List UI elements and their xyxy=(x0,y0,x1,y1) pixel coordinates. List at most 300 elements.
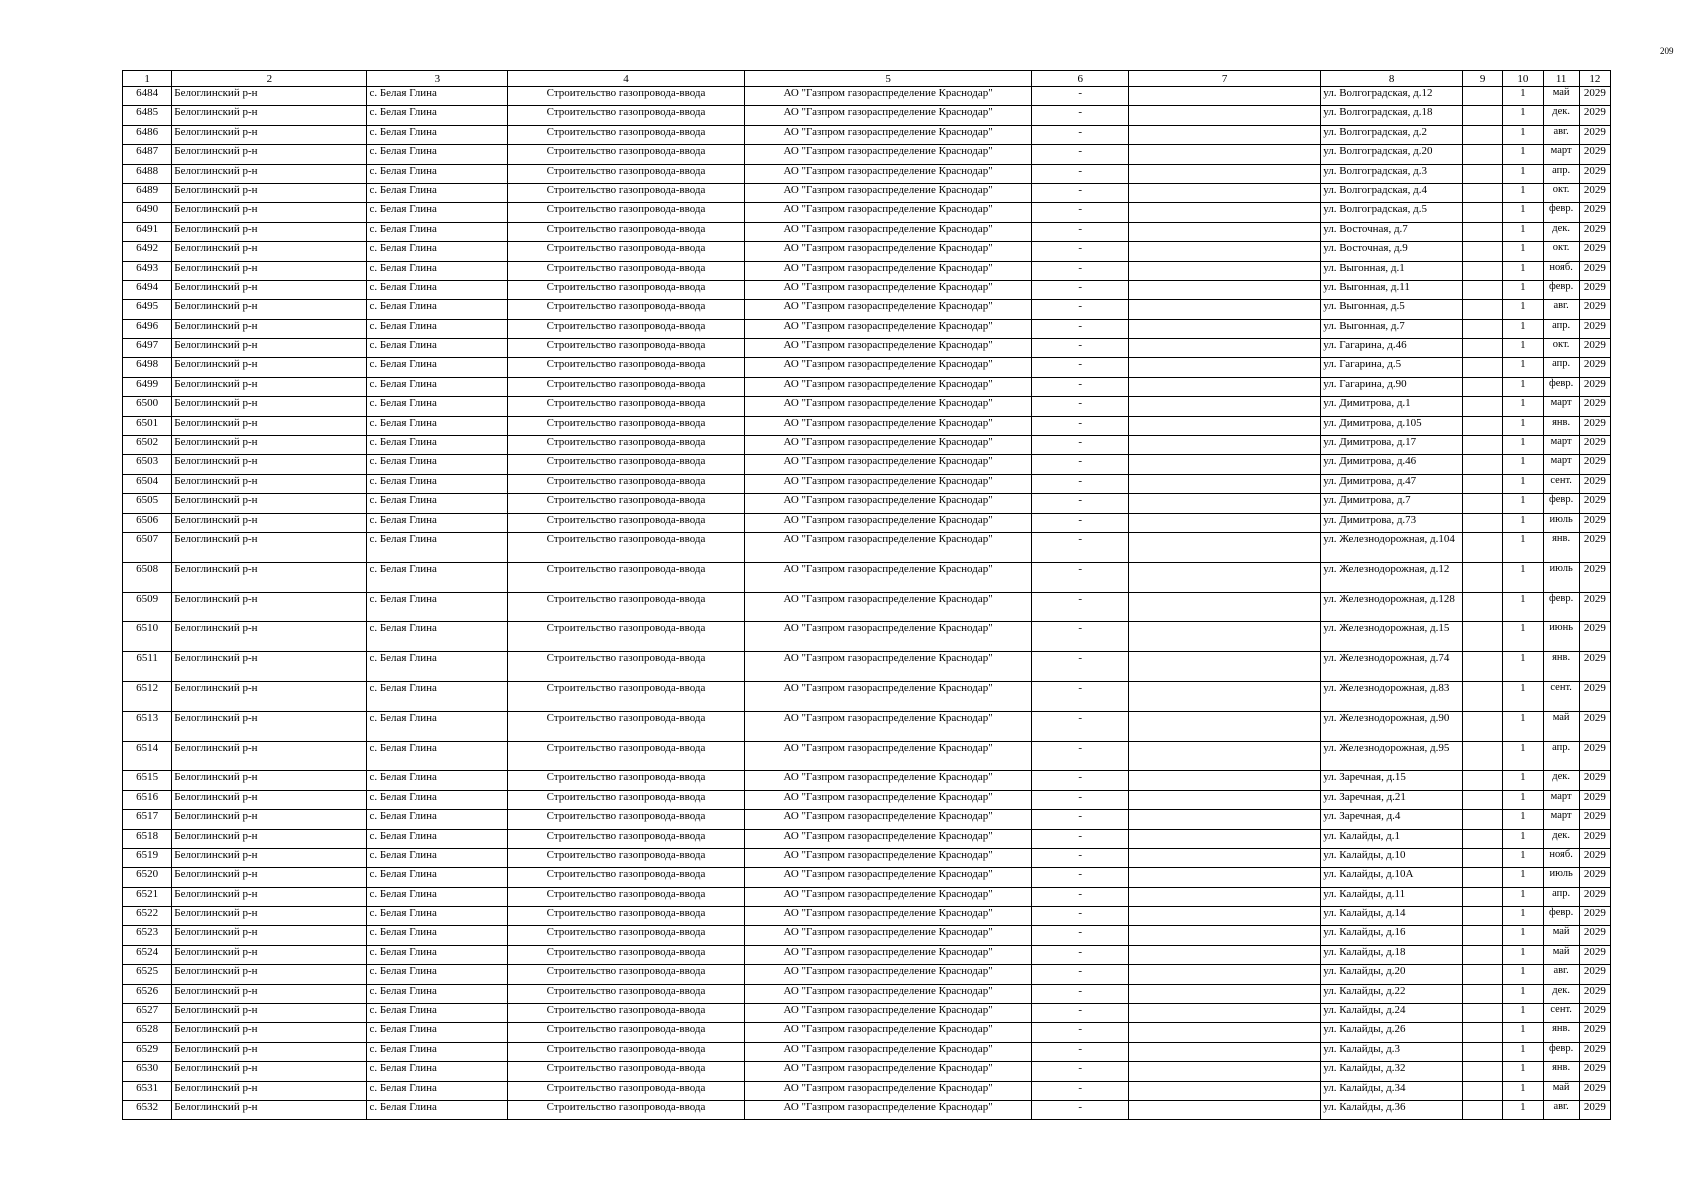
row-number-cell: 6523 xyxy=(123,926,172,945)
empty-cell xyxy=(1463,300,1503,319)
work-type-cell: Строительство газопровода-ввода xyxy=(508,681,744,711)
district-cell: Белоглинский р-н xyxy=(172,1081,367,1100)
empty-cell xyxy=(1463,741,1503,771)
empty-cell xyxy=(1463,810,1503,829)
district-cell: Белоглинский р-н xyxy=(172,377,367,396)
quantity-cell: 1 xyxy=(1503,622,1543,652)
dash-cell: - xyxy=(1032,242,1129,261)
table-row xyxy=(123,474,1611,493)
row-number-cell: 6527 xyxy=(123,1004,172,1023)
dash-cell: - xyxy=(1032,848,1129,867)
row-number-cell: 6504 xyxy=(123,474,172,493)
organization-cell: АО "Газпром газораспределение Краснодар" xyxy=(744,1042,1032,1061)
organization-cell: АО "Газпром газораспределение Краснодар" xyxy=(744,339,1032,358)
district-cell: Белоглинский р-н xyxy=(172,1101,367,1120)
year-cell: 2029 xyxy=(1579,681,1610,711)
district-cell: Белоглинский р-н xyxy=(172,622,367,652)
dash-cell: - xyxy=(1032,261,1129,280)
organization-cell: АО "Газпром газораспределение Краснодар" xyxy=(744,183,1032,202)
table-row xyxy=(123,771,1611,790)
quantity-cell: 1 xyxy=(1503,711,1543,741)
locality-cell: с. Белая Глина xyxy=(367,397,508,416)
locality-cell: с. Белая Глина xyxy=(367,377,508,396)
dash-cell: - xyxy=(1032,358,1129,377)
table-row xyxy=(123,887,1611,906)
dash-cell: - xyxy=(1032,562,1129,592)
row-number-cell: 6520 xyxy=(123,868,172,887)
address-cell: ул. Димитрова, д.1 xyxy=(1321,397,1463,416)
quantity-cell: 1 xyxy=(1503,592,1543,622)
table-row xyxy=(123,1042,1611,1061)
year-cell: 2029 xyxy=(1579,494,1610,513)
year-cell: 2029 xyxy=(1579,377,1610,396)
address-cell: ул. Димитрова, д.17 xyxy=(1321,436,1463,455)
district-cell: Белоглинский р-н xyxy=(172,106,367,125)
district-cell: Белоглинский р-н xyxy=(172,868,367,887)
locality-cell: с. Белая Глина xyxy=(367,681,508,711)
table-row xyxy=(123,106,1611,125)
address-cell: ул. Восточная, д.9 xyxy=(1321,242,1463,261)
empty-cell xyxy=(1129,622,1321,652)
organization-cell: АО "Газпром газораспределение Краснодар" xyxy=(744,125,1032,144)
district-cell: Белоглинский р-н xyxy=(172,887,367,906)
table-row xyxy=(123,829,1611,848)
locality-cell: с. Белая Глина xyxy=(367,1101,508,1120)
district-cell: Белоглинский р-н xyxy=(172,280,367,299)
address-cell: ул. Калайды, д.18 xyxy=(1321,945,1463,964)
year-cell: 2029 xyxy=(1579,280,1610,299)
page-number: 209 xyxy=(1660,46,1674,56)
year-cell: 2029 xyxy=(1579,358,1610,377)
quantity-cell: 1 xyxy=(1503,681,1543,711)
row-number-cell: 6530 xyxy=(123,1062,172,1081)
table-row xyxy=(123,242,1611,261)
work-type-cell: Строительство газопровода-ввода xyxy=(508,1101,744,1120)
month-cell: окт. xyxy=(1543,339,1579,358)
address-cell: ул. Калайды, д.16 xyxy=(1321,926,1463,945)
organization-cell: АО "Газпром газораспределение Краснодар" xyxy=(744,622,1032,652)
locality-cell: с. Белая Глина xyxy=(367,242,508,261)
year-cell: 2029 xyxy=(1579,771,1610,790)
district-cell: Белоглинский р-н xyxy=(172,711,367,741)
locality-cell: с. Белая Глина xyxy=(367,164,508,183)
organization-cell: АО "Газпром газораспределение Краснодар" xyxy=(744,261,1032,280)
address-cell: ул. Калайды, д.3 xyxy=(1321,1042,1463,1061)
table-row xyxy=(123,319,1611,338)
empty-cell xyxy=(1129,280,1321,299)
work-type-cell: Строительство газопровода-ввода xyxy=(508,926,744,945)
dash-cell: - xyxy=(1032,377,1129,396)
dash-cell: - xyxy=(1032,829,1129,848)
month-cell: март xyxy=(1543,145,1579,164)
month-cell: февр. xyxy=(1543,203,1579,222)
empty-cell xyxy=(1129,532,1321,562)
year-cell: 2029 xyxy=(1579,1042,1610,1061)
district-cell: Белоглинский р-н xyxy=(172,513,367,532)
row-number-cell: 6493 xyxy=(123,261,172,280)
empty-cell xyxy=(1129,513,1321,532)
locality-cell: с. Белая Глина xyxy=(367,183,508,202)
row-number-cell: 6487 xyxy=(123,145,172,164)
year-cell: 2029 xyxy=(1579,711,1610,741)
quantity-cell: 1 xyxy=(1503,1062,1543,1081)
quantity-cell: 1 xyxy=(1503,771,1543,790)
address-cell: ул. Димитрова, д.47 xyxy=(1321,474,1463,493)
locality-cell: с. Белая Глина xyxy=(367,771,508,790)
month-cell: дек. xyxy=(1543,829,1579,848)
work-type-cell: Строительство газопровода-ввода xyxy=(508,532,744,562)
row-number-cell: 6499 xyxy=(123,377,172,396)
locality-cell: с. Белая Глина xyxy=(367,280,508,299)
year-cell: 2029 xyxy=(1579,339,1610,358)
organization-cell: АО "Газпром газораспределение Краснодар" xyxy=(744,436,1032,455)
row-number-cell: 6484 xyxy=(123,87,172,106)
quantity-cell: 1 xyxy=(1503,945,1543,964)
empty-cell xyxy=(1463,681,1503,711)
organization-cell: АО "Газпром газораспределение Краснодар" xyxy=(744,416,1032,435)
month-cell: май xyxy=(1543,926,1579,945)
quantity-cell: 1 xyxy=(1503,261,1543,280)
quantity-cell: 1 xyxy=(1503,319,1543,338)
row-number-cell: 6490 xyxy=(123,203,172,222)
address-cell: ул. Калайды, д.14 xyxy=(1321,907,1463,926)
table-row xyxy=(123,622,1611,652)
year-cell: 2029 xyxy=(1579,1081,1610,1100)
year-cell: 2029 xyxy=(1579,436,1610,455)
year-cell: 2029 xyxy=(1579,106,1610,125)
table-row xyxy=(123,416,1611,435)
year-cell: 2029 xyxy=(1579,397,1610,416)
locality-cell: с. Белая Глина xyxy=(367,455,508,474)
month-cell: май xyxy=(1543,945,1579,964)
address-cell: ул. Волгоградская, д.4 xyxy=(1321,183,1463,202)
locality-cell: с. Белая Глина xyxy=(367,790,508,809)
month-cell: сент. xyxy=(1543,1004,1579,1023)
table-row xyxy=(123,810,1611,829)
year-cell: 2029 xyxy=(1579,965,1610,984)
year-cell: 2029 xyxy=(1579,984,1610,1003)
empty-cell xyxy=(1129,1004,1321,1023)
year-cell: 2029 xyxy=(1579,455,1610,474)
district-cell: Белоглинский р-н xyxy=(172,810,367,829)
dash-cell: - xyxy=(1032,592,1129,622)
organization-cell: АО "Газпром газораспределение Краснодар" xyxy=(744,474,1032,493)
locality-cell: с. Белая Глина xyxy=(367,87,508,106)
year-cell: 2029 xyxy=(1579,145,1610,164)
quantity-cell: 1 xyxy=(1503,907,1543,926)
empty-cell xyxy=(1463,711,1503,741)
organization-cell: АО "Газпром газораспределение Краснодар" xyxy=(744,319,1032,338)
row-number-cell: 6514 xyxy=(123,741,172,771)
row-number-cell: 6508 xyxy=(123,562,172,592)
empty-cell xyxy=(1129,455,1321,474)
organization-cell: АО "Газпром газораспределение Краснодар" xyxy=(744,562,1032,592)
dash-cell: - xyxy=(1032,339,1129,358)
year-cell: 2029 xyxy=(1579,887,1610,906)
empty-cell xyxy=(1463,164,1503,183)
organization-cell: АО "Газпром газораспределение Краснодар" xyxy=(744,280,1032,299)
organization-cell: АО "Газпром газораспределение Краснодар" xyxy=(744,1081,1032,1100)
month-cell: нояб. xyxy=(1543,261,1579,280)
organization-cell: АО "Газпром газораспределение Краснодар" xyxy=(744,300,1032,319)
empty-cell xyxy=(1463,436,1503,455)
month-cell: авг. xyxy=(1543,300,1579,319)
address-cell: ул. Выгонная, д.5 xyxy=(1321,300,1463,319)
locality-cell: с. Белая Глина xyxy=(367,741,508,771)
row-number-cell: 6511 xyxy=(123,652,172,682)
address-cell: ул. Калайды, д.26 xyxy=(1321,1023,1463,1042)
table-row xyxy=(123,1081,1611,1100)
empty-cell xyxy=(1129,810,1321,829)
table-row xyxy=(123,87,1611,106)
empty-cell xyxy=(1129,945,1321,964)
column-header: 3 xyxy=(367,71,508,87)
empty-cell xyxy=(1463,106,1503,125)
row-number-cell: 6496 xyxy=(123,319,172,338)
year-cell: 2029 xyxy=(1579,319,1610,338)
work-type-cell: Строительство газопровода-ввода xyxy=(508,907,744,926)
locality-cell: с. Белая Глина xyxy=(367,848,508,867)
column-header: 7 xyxy=(1129,71,1321,87)
empty-cell xyxy=(1463,1042,1503,1061)
work-type-cell: Строительство газопровода-ввода xyxy=(508,145,744,164)
dash-cell: - xyxy=(1032,145,1129,164)
month-cell: май xyxy=(1543,711,1579,741)
work-type-cell: Строительство газопровода-ввода xyxy=(508,242,744,261)
quantity-cell: 1 xyxy=(1503,848,1543,867)
row-number-cell: 6517 xyxy=(123,810,172,829)
work-type-cell: Строительство газопровода-ввода xyxy=(508,868,744,887)
work-type-cell: Строительство газопровода-ввода xyxy=(508,339,744,358)
district-cell: Белоглинский р-н xyxy=(172,1062,367,1081)
quantity-cell: 1 xyxy=(1503,455,1543,474)
address-cell: ул. Железнодорожная, д.90 xyxy=(1321,711,1463,741)
empty-cell xyxy=(1463,926,1503,945)
year-cell: 2029 xyxy=(1579,868,1610,887)
locality-cell: с. Белая Глина xyxy=(367,261,508,280)
month-cell: апр. xyxy=(1543,887,1579,906)
address-cell: ул. Волгоградская, д.5 xyxy=(1321,203,1463,222)
organization-cell: АО "Газпром газораспределение Краснодар" xyxy=(744,397,1032,416)
table-row xyxy=(123,984,1611,1003)
empty-cell xyxy=(1129,965,1321,984)
work-type-cell: Строительство газопровода-ввода xyxy=(508,513,744,532)
row-number-cell: 6518 xyxy=(123,829,172,848)
empty-cell xyxy=(1129,907,1321,926)
organization-cell: АО "Газпром газораспределение Краснодар" xyxy=(744,358,1032,377)
locality-cell: с. Белая Глина xyxy=(367,810,508,829)
locality-cell: с. Белая Глина xyxy=(367,652,508,682)
table-row xyxy=(123,868,1611,887)
district-cell: Белоглинский р-н xyxy=(172,532,367,562)
month-cell: февр. xyxy=(1543,377,1579,396)
empty-cell xyxy=(1463,622,1503,652)
address-cell: ул. Железнодорожная, д.15 xyxy=(1321,622,1463,652)
row-number-cell: 6524 xyxy=(123,945,172,964)
empty-cell xyxy=(1463,868,1503,887)
month-cell: окт. xyxy=(1543,242,1579,261)
month-cell: авг. xyxy=(1543,1101,1579,1120)
work-type-cell: Строительство газопровода-ввода xyxy=(508,1023,744,1042)
district-cell: Белоглинский р-н xyxy=(172,741,367,771)
dash-cell: - xyxy=(1032,771,1129,790)
organization-cell: АО "Газпром газораспределение Краснодар" xyxy=(744,377,1032,396)
empty-cell xyxy=(1129,106,1321,125)
district-cell: Белоглинский р-н xyxy=(172,907,367,926)
year-cell: 2029 xyxy=(1579,183,1610,202)
month-cell: апр. xyxy=(1543,741,1579,771)
organization-cell: АО "Газпром газораспределение Краснодар" xyxy=(744,945,1032,964)
year-cell: 2029 xyxy=(1579,164,1610,183)
organization-cell: АО "Газпром газораспределение Краснодар" xyxy=(744,1062,1032,1081)
locality-cell: с. Белая Глина xyxy=(367,222,508,241)
dash-cell: - xyxy=(1032,106,1129,125)
month-cell: июль xyxy=(1543,868,1579,887)
quantity-cell: 1 xyxy=(1503,562,1543,592)
address-cell: ул. Калайды, д.32 xyxy=(1321,1062,1463,1081)
dash-cell: - xyxy=(1032,436,1129,455)
district-cell: Белоглинский р-н xyxy=(172,319,367,338)
dash-cell: - xyxy=(1032,711,1129,741)
quantity-cell: 1 xyxy=(1503,242,1543,261)
work-type-cell: Строительство газопровода-ввода xyxy=(508,261,744,280)
year-cell: 2029 xyxy=(1579,1062,1610,1081)
month-cell: июль xyxy=(1543,513,1579,532)
work-type-cell: Строительство газопровода-ввода xyxy=(508,164,744,183)
month-cell: март xyxy=(1543,397,1579,416)
table-row xyxy=(123,280,1611,299)
row-number-cell: 6509 xyxy=(123,592,172,622)
address-cell: ул. Заречная, д.4 xyxy=(1321,810,1463,829)
quantity-cell: 1 xyxy=(1503,280,1543,299)
address-cell: ул. Гагарина, д.90 xyxy=(1321,377,1463,396)
work-type-cell: Строительство газопровода-ввода xyxy=(508,474,744,493)
empty-cell xyxy=(1129,829,1321,848)
address-cell: ул. Калайды, д.10А xyxy=(1321,868,1463,887)
organization-cell: АО "Газпром газораспределение Краснодар" xyxy=(744,652,1032,682)
table-row xyxy=(123,1062,1611,1081)
locality-cell: с. Белая Глина xyxy=(367,945,508,964)
row-number-cell: 6522 xyxy=(123,907,172,926)
column-header: 9 xyxy=(1463,71,1503,87)
dash-cell: - xyxy=(1032,1023,1129,1042)
dash-cell: - xyxy=(1032,300,1129,319)
month-cell: авг. xyxy=(1543,125,1579,144)
district-cell: Белоглинский р-н xyxy=(172,222,367,241)
column-header: 8 xyxy=(1321,71,1463,87)
empty-cell xyxy=(1463,513,1503,532)
empty-cell xyxy=(1129,377,1321,396)
empty-cell xyxy=(1129,771,1321,790)
row-number-cell: 6485 xyxy=(123,106,172,125)
empty-cell xyxy=(1463,887,1503,906)
district-cell: Белоглинский р-н xyxy=(172,455,367,474)
year-cell: 2029 xyxy=(1579,203,1610,222)
work-type-cell: Строительство газопровода-ввода xyxy=(508,790,744,809)
work-type-cell: Строительство газопровода-ввода xyxy=(508,280,744,299)
address-cell: ул. Калайды, д.11 xyxy=(1321,887,1463,906)
empty-cell xyxy=(1129,562,1321,592)
year-cell: 2029 xyxy=(1579,222,1610,241)
dash-cell: - xyxy=(1032,926,1129,945)
district-cell: Белоглинский р-н xyxy=(172,965,367,984)
organization-cell: АО "Газпром газораспределение Краснодар" xyxy=(744,455,1032,474)
quantity-cell: 1 xyxy=(1503,965,1543,984)
row-number-cell: 6494 xyxy=(123,280,172,299)
empty-cell xyxy=(1129,474,1321,493)
quantity-cell: 1 xyxy=(1503,790,1543,809)
work-type-cell: Строительство газопровода-ввода xyxy=(508,319,744,338)
work-type-cell: Строительство газопровода-ввода xyxy=(508,183,744,202)
district-cell: Белоглинский р-н xyxy=(172,984,367,1003)
dash-cell: - xyxy=(1032,1101,1129,1120)
work-type-cell: Строительство газопровода-ввода xyxy=(508,222,744,241)
work-type-cell: Строительство газопровода-ввода xyxy=(508,965,744,984)
empty-cell xyxy=(1463,965,1503,984)
locality-cell: с. Белая Глина xyxy=(367,319,508,338)
empty-cell xyxy=(1463,790,1503,809)
empty-cell xyxy=(1129,203,1321,222)
year-cell: 2029 xyxy=(1579,592,1610,622)
district-cell: Белоглинский р-н xyxy=(172,203,367,222)
empty-cell xyxy=(1463,203,1503,222)
address-cell: ул. Восточная, д.7 xyxy=(1321,222,1463,241)
organization-cell: АО "Газпром газораспределение Краснодар" xyxy=(744,164,1032,183)
month-cell: февр. xyxy=(1543,907,1579,926)
empty-cell xyxy=(1129,183,1321,202)
quantity-cell: 1 xyxy=(1503,397,1543,416)
month-cell: дек. xyxy=(1543,984,1579,1003)
organization-cell: АО "Газпром газораспределение Краснодар" xyxy=(744,1004,1032,1023)
work-type-cell: Строительство газопровода-ввода xyxy=(508,106,744,125)
quantity-cell: 1 xyxy=(1503,106,1543,125)
locality-cell: с. Белая Глина xyxy=(367,562,508,592)
empty-cell xyxy=(1463,319,1503,338)
work-type-cell: Строительство газопровода-ввода xyxy=(508,300,744,319)
dash-cell: - xyxy=(1032,125,1129,144)
column-header: 2 xyxy=(172,71,367,87)
month-cell: июль xyxy=(1543,562,1579,592)
column-header: 4 xyxy=(508,71,744,87)
quantity-cell: 1 xyxy=(1503,532,1543,562)
empty-cell xyxy=(1129,164,1321,183)
locality-cell: с. Белая Глина xyxy=(367,474,508,493)
quantity-cell: 1 xyxy=(1503,741,1543,771)
month-cell: дек. xyxy=(1543,771,1579,790)
empty-cell xyxy=(1129,887,1321,906)
row-number-cell: 6492 xyxy=(123,242,172,261)
organization-cell: АО "Газпром газораспределение Краснодар" xyxy=(744,494,1032,513)
year-cell: 2029 xyxy=(1579,907,1610,926)
quantity-cell: 1 xyxy=(1503,145,1543,164)
work-type-cell: Строительство газопровода-ввода xyxy=(508,358,744,377)
quantity-cell: 1 xyxy=(1503,416,1543,435)
dash-cell: - xyxy=(1032,87,1129,106)
month-cell: сент. xyxy=(1543,681,1579,711)
quantity-cell: 1 xyxy=(1503,1004,1543,1023)
table-row xyxy=(123,926,1611,945)
year-cell: 2029 xyxy=(1579,810,1610,829)
locality-cell: с. Белая Глина xyxy=(367,622,508,652)
empty-cell xyxy=(1129,1081,1321,1100)
empty-cell xyxy=(1463,1081,1503,1100)
dash-cell: - xyxy=(1032,652,1129,682)
address-cell: ул. Димитрова, д.46 xyxy=(1321,455,1463,474)
empty-cell xyxy=(1129,300,1321,319)
dash-cell: - xyxy=(1032,513,1129,532)
empty-cell xyxy=(1463,1062,1503,1081)
address-cell: ул. Железнодорожная, д.83 xyxy=(1321,681,1463,711)
